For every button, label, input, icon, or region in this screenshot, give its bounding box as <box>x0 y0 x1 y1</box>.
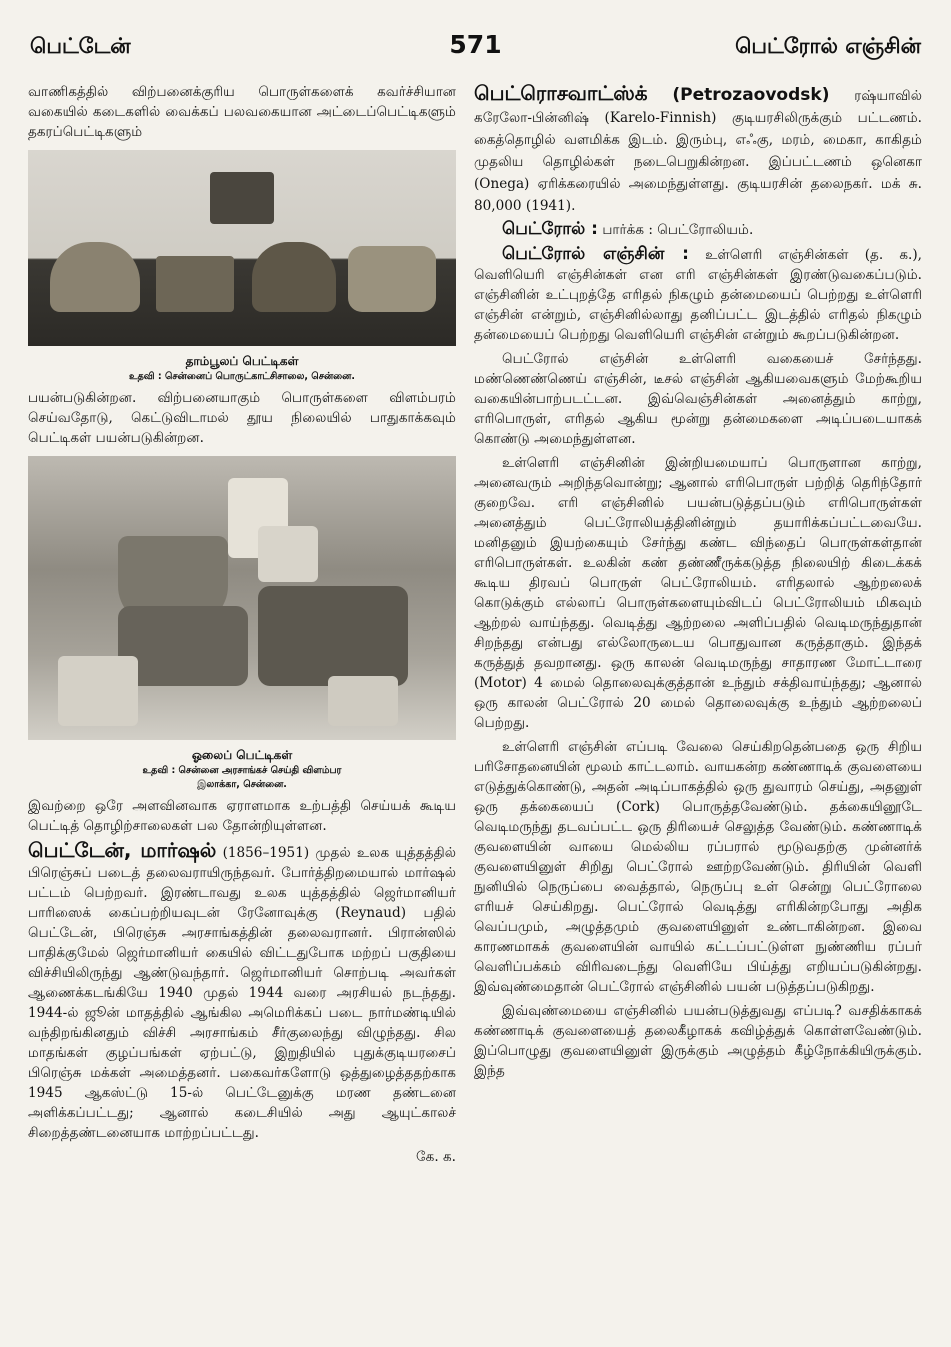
betel-boxes-photo <box>28 150 456 346</box>
petain-signature: கே. க. <box>415 1149 456 1165</box>
petrozavodsk-text: ரஷ்யாவில் கரேலோ-பின்னிஷ் (Karelo-Finnish) குடியரசிலிருக்கும் பட்டணம். கைத்தொழில் வளமிக்க இடம். இரும்பு, எஃகு, மரம், மைகா, காகிதம் முதலிய தொழில்கள் நடைபெறுகின்றன. இப்பட்டணம் ஒனெகா (Onega) ஏரிக்கரையில் அமைந்துள்ளது. குடியரசின் தலைநகர். மக் சு. 80,000 (1941). <box>474 88 923 214</box>
engine-entry <box>474 244 922 345</box>
engine-para2: பெட்ரோல் எஞ்சின் உள்ளெரி வகையைச் சேர்ந்தது. மண்ணெண்ணெய் எஞ்சின், டீசல் எஞ்சின் ஆகியவைகளும் மேற்கூறிய வகையின்பாற்படட்டன. இவ்வெஞ்சின்கள் அனைத்தும் காற்று, எரிபொருள், எரிதல் ஆகிய மூன்று தன்மைகளை அடிப்படையாகக் கொண்டு அமைந்துள்ளன. <box>474 351 922 447</box>
petrol-title: பெட்ரோல் : <box>502 219 598 239</box>
engine-para3: உள்ளெரி எஞ்சினின் இன்றியமையாப் பொருளான காற்று, அனைவரும் அறிந்தவொன்று; ஆனால் எரிபொருள் பற்றித் தெரிந்தோர் குறைவே. எரி எஞ்சினில் பயன்படுத்தப்படும் எரிபொருள்கள் அனைத்தும் பெட்ரோலியத்தினின்றும் தயாரிக்கப்பட்டவையே. மனிதனும் இயற்கையும் சேர்ந்து கண்ட விந்தைப் பொருள்கள்தான் எரிபொருள்கள். உலகின் கண் தண்ணீருக்கடுத்த நிலையிற் கிடைக்கக் கூடிய திரவப் பொருள் பெட்ரோலியம். எரிதலால் ஆற்றலைக் கொடுக்கும் எல்லாப் பொருள்களையும்விடப் பெட்ரோலியம் மிகவும் ஆற்றல் வாய்ந்தது. வெடித்து ஆற்றலை அளிப்பதில் வெடிமருந்துதான் சிறந்தது என்பது எல்லோருடைய பொதுவான கருத்தாகும். இந்தக் கருத்துத் தவறானது. ஒரு காலன் வெடிமருந்து சாதாரண மோட்டாரை (Motor) 4 மைல் தொலைவுக்குத்தான் உந்தும் சக்திவாய்ந்தது; ஆனால் ஒரு காலன் பெட்ரோல் 20 மைல் தொலைவுக்கு உந்தும் ஆற்றலைப் பெற்றது. <box>474 455 922 731</box>
petrozavodsk-entry <box>474 82 922 217</box>
photo1-credit: உதவி : சென்னைப் பொருட்காட்சிசாலை, சென்னை. <box>128 371 355 382</box>
photo2-credit-line2: இலாக்கா, சென்னை. <box>197 779 287 790</box>
right-column <box>474 82 922 1085</box>
petrol-entry <box>474 219 922 240</box>
engine-title: பெட்ரோல் எஞ்சின் : <box>502 244 689 264</box>
factories-paragraph: இவற்றை ஒரே அளவினவாக ஏராளமாக உற்பத்தி செய்யக் கூடிய பெட்டித் தொழிற்சாலைகள் பல தோன்றியுள்ளன. <box>28 798 456 834</box>
header-left-word: பெட்டேன் <box>30 34 131 58</box>
left-column <box>28 82 456 1171</box>
photo1-caption: தாம்பூலப் பெட்டிகள் <box>185 354 299 368</box>
petain-text: (1856–1951) முதல் உலக யுத்தத்தில் பிரெஞ்சுப் படைத் தலைவராயிருந்தவர். போர்த்திறமையால் மார்ஷல் பட்டம் பெற்றவர். இரண்டாவது உலக யுத்தத்தில் ஜெர்மானியர் பாரிஸைக் கைப்பற்றியவுடன் ரேனோவுக்கு (Reynaud) பதில் பெட்டேன், பிரெஞ்சு அரசாங்கத்தின் தலைவரானர். பிரான்ஸில் பாதிக்குமேல் ஜெர்மானியர் கையில் விட்டதுபோக மற்றப் பகுதியை விச்சியிலிருந்து ஆண்டுவந்தார். ஜெர்மானியர் சொற்படி அவர்கள் ஆணைக்கடங்கியே 1940 முதல் 1944 வரை அரசியல் நடந்தது. 1944-ல் ஜூன் மாதத்தில் ஆங்கில அமெரிக்கப் படை நார்மண்டியில் வந்திறங்கினதும் விச்சி அரசாங்கம் சீர்குலைந்து விழுந்தது. சில மாதங்கள் குழப்பங்கள் ஏற்பட்டு, இறுதியில் புதுக்குடியரசைப் பிரெஞ்சு மக்கள் அமைத்தனர். பகைவர்களோடு ஒத்துழைத்ததற்காக 1945 ஆகஸ்ட்டு 15-ல் பெட்டேனுக்கு மரண தண்டனை அளிக்கப்பட்டது; ஆனால் கடைசியில் அது ஆயுட்காலச் சிறைத்தண்டனையாக மாற்றப்பட்டது. <box>28 845 457 1141</box>
petrozavodsk-title: பெட்ரொசவாட்ஸ்க் <box>474 81 648 105</box>
engine-para1: உள்ளெரி எஞ்சின்கள் (த. க.), வெளியெரி எஞ்சின்கள் என எரி எஞ்சின்கள் இரண்டுவகைப்படும். எஞ்சினின் உட்புறத்தே எரிதல் நிகழும் தன்மையைப் பெற்றது உள்ளெரி எஞ்சின் என்றும், எஞ்சினில்லாது தனிப்பட்ட இடத்தில் எரிதல் நிகழும் தன்மையைப் பெற்றது வெளியெரி எஞ்சின் என்றும் கூறப்படுகின்றன. <box>474 247 923 343</box>
petrozavodsk-latin: (Petrozaovodsk) <box>672 85 830 105</box>
uses-paragraph: பயன்படுகின்றன. விற்பனையாகும் பொருள்களை விளம்பரம் செய்வதோடு, கெட்டுவிடாமல் தூய நிலையில் பாதுகாக்கவும் பெட்டிகள் பயன்படுகின்றன. <box>28 390 456 446</box>
page-number: 571 <box>449 30 502 59</box>
engine-para5: இவ்வுண்மையை எஞ்சினில் பயன்படுத்துவது எப்படி? வசதிக்காகக் கண்ணாடிக் குவளையைத் தலைகீழாகக் கவிழ்த்துக் கொள்ளவேண்டும். இப்பொழுது குவளையினுள் இருக்கும் அழுத்தம் கீழ்நோக்கியிருக்கும். இந்த <box>474 1003 922 1079</box>
petain-entry <box>28 840 456 1143</box>
header-right-word: பெட்ரோல் எஞ்சின் <box>735 34 921 58</box>
engine-para4: உள்ளெரி எஞ்சின் எப்படி வேலை செய்கிறதென்பதை ஒரு சிறிய பரிசோதனையின் மூலம் காட்டலாம். வாயகன்ற கண்ணாடிக் குவளையை எடுத்துக்கொண்டு, அதன் அடிப்பாகத்தில் ஒரு துவாரம் செய்து, அதனுள் ஒரு தக்கையைப் (Cork) பொருத்தவேண்டும். தக்கையினூடே வெடிமருந்து தடவப்பட்ட ஒரு திரியைச் செலுத்த வேண்டும். கண்ணாடிக் குவளையின் வாயை மெல்லிய ரப்பரால் மூடுவதற்கு முன்னர்க் குவளையினுள் சிறிது பெட்ரோல் ஊற்றவேண்டும். திரியின் வெளி நுனியில் நெருப்பை வைத்தால், நெருப்பு உள் சென்று பெட்ரோலை எரியச் செய்கிறது. பெட்ரோல் வெடித்து எரிகின்றபோது அதிக வெப்பமும், அழுத்தமும் குவளையினுள் உண்டாகின்றன. இவை காரணமாகக் குவளையின் வாயில் கட்டப்பட்டுள்ள நுண்ணிய ரப்பர் வெளிப்பக்கம் விரிவடைந்து வெளியே பிய்த்து எறியப்படுகின்றது. இவ்வுண்மைதான் பெட்ரோல் எஞ்சினில் பயன் படுத்தப்படுகிறது. <box>474 739 922 995</box>
petrol-text: பார்க்க : பெட்ரோலியம். <box>602 222 754 238</box>
petain-title: பெட்டேன், மார்ஷல் <box>28 838 217 862</box>
intro-paragraph: வாணிகத்தில் விற்பனைக்குரிய பொருள்களைக் கவர்ச்சியான வகையில் கடைகளில் வைக்கப் பலவகையான அட்டைப்பெட்டிகளும் தகரப்பெட்டிகளும் <box>28 84 456 140</box>
palm-leaf-boxes-photo <box>28 456 456 740</box>
photo2-caption: ஓலைப் பெட்டிகள் <box>191 748 293 762</box>
photo2-credit-line1: உதவி : சென்னை அரசாங்கச் செய்தி விளம்பர <box>142 765 342 776</box>
